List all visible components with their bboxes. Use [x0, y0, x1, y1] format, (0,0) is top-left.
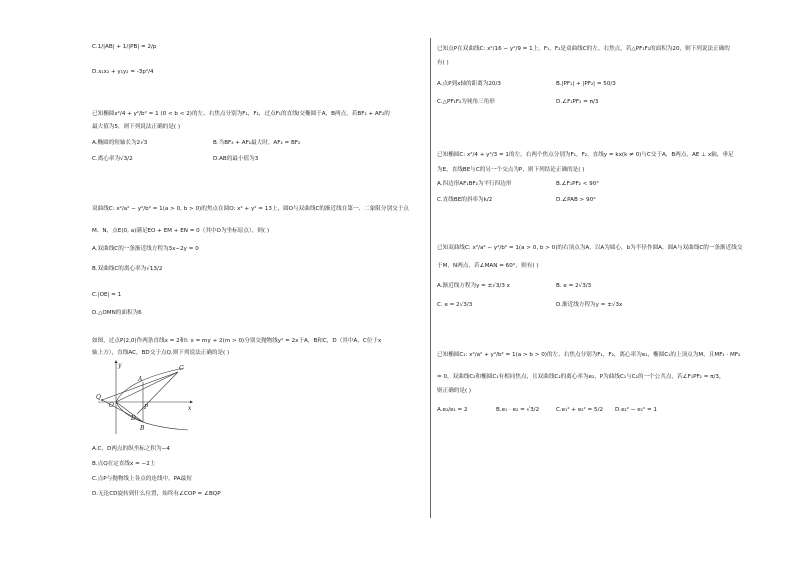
label-y: y [118, 362, 122, 369]
option-a: A.四边形AF₁BF₂为平行四边形 [437, 181, 512, 187]
question-stem: 轴上方），直线AC，BD交于点Q.则下列说法正确的是( ) [92, 350, 230, 356]
question-stem: 已知双曲线C: x²/a² − y²/b² = 1(a > 0, b > 0)的右顶点为A，以A为圆心，b为半径作圆A，圆A与双曲线C的一条渐近线交 [437, 245, 743, 251]
label-d: D [131, 415, 136, 422]
line-oc [116, 372, 178, 402]
option-c: C. e = 2√3/3 [437, 302, 473, 308]
option-b: B.∠F₁PF₂ < 90° [556, 181, 600, 187]
option-d: D.渐近线方程为y = ±√3x [556, 302, 623, 308]
question-stem: 为E，直线BE与C的另一个交点为P，则下列结论正确的是( ) [437, 167, 585, 173]
option-c: C.△PF₁F₂为钝角三角形 [437, 99, 495, 105]
option-a: A.双曲线C的一条渐近线方程为3x−2y = 0 [92, 246, 199, 252]
option-c: C.|OE| = 1 [92, 292, 122, 298]
question-stem: 最大值为5，则下列说法正确的是( ) [92, 124, 181, 130]
point-q [101, 399, 103, 401]
option-c: C.直线BE的斜率为k/2 [437, 197, 493, 203]
option-a: A.椭圆的短轴长为2√3 [92, 140, 148, 146]
option-d: D.△OMN的面积为6 [92, 310, 142, 316]
option-b: B.|PF₁| + |PF₂| = 50/3 [556, 81, 616, 87]
option-d: D.e₂² − e₁² = 1 [615, 407, 657, 413]
option-b: B.当BF₂ + AF₂最大时，AF₂ = BF₂ [213, 140, 301, 146]
question-stem: = 0，双曲线C₂和椭圆C₁有相同焦点，且双曲线C₂的离心率为e₂，P为曲线C₁与C₂的一个公共点，若∠F₁PF₂ = π/3， [437, 374, 725, 380]
question-stem: 已知椭圆C: x²/4 + y²/3 = 1的左，右两个焦点分别为F₁，F₂，直线y = kx(k ≠ 0)与C交于A，B两点，AE ⊥ x轴，垂足 [437, 152, 734, 158]
label-q: Q [96, 394, 101, 401]
option-d: D.∠PAB > 90° [556, 197, 596, 203]
option-c: C.e₁² + e₂² = 5/2 [556, 407, 604, 413]
option-d: D.x₁x₂ + y₁y₂ = -3p²/4 [92, 69, 154, 75]
column-divider [430, 38, 431, 518]
option-b: B.e₁ · e₂ = √3/2 [496, 407, 540, 413]
option-a: A.e₂/e₁ = 2 [437, 407, 468, 413]
question-stem: 已知椭圆C₁: x²/a² + y²/b² = 1(a > b > 0)的左、右焦点分别为F₁，F₂，离心率为e₁，椭圆C₁的上顶点为M，且MF₁ · MF₂ [437, 352, 741, 358]
label-o: O [109, 402, 114, 409]
option-b: B.双曲线C的离心率为√13/2 [92, 266, 163, 272]
question-stem: 双曲线C: x²/a² − y²/b² = 1(a > 0, b > 0)的焦点在圆O: x² + y² = 13上，圆O与双曲线C的渐近线在第一、二象限分别交于点 [92, 206, 409, 212]
option-b: B. e = 2√3/3 [556, 283, 592, 289]
option-d: D.无论CD旋转到什么位置，始终有∠COP = ∠BQP [92, 491, 221, 497]
question-stem: 如图，过点P(2,0)作两条直线x = 2和l: x = my + 2(m > 0)分别交抛物线y² = 2x于A，B和C，D（其中A，C位于x [92, 338, 382, 344]
option-b: B.点Q在定直线x = −2上 [92, 461, 156, 467]
label-a: A [138, 376, 143, 383]
option-c: C.离心率为√3/2 [92, 156, 133, 162]
question-stem: 则正确的是( ) [437, 388, 472, 394]
option-a: A.点P到x轴的距离为20/3 [437, 81, 501, 87]
question-stem: 于M，N两点，若∠MAN = 60°，则有( ) [437, 263, 539, 269]
parabola-curve-lower [116, 402, 188, 430]
question-stem: M、N，点E(0, a)满足EO + EM + EN = 0（其中O为坐标原点），则( ) [92, 228, 270, 234]
question-stem: 有( ) [437, 60, 449, 66]
parabola-figure [96, 360, 196, 436]
option-a: A.C，D两点的纵坐标之积为−4 [92, 446, 170, 452]
option-a: A.渐近线方程为y = ±√3/3 x [437, 283, 510, 289]
option-c: C.点P与抛物线上各点的连线中，PA最短 [92, 476, 192, 482]
question-stem: 已知点P在双曲线C: x²/16 − y²/9 = 1上，F₁，F₂是双曲线C的左、右焦点，若△PF₁F₂的面积为20，则下列说法正确的 [437, 46, 730, 52]
option-c: C.1/|AB| + 1/|PB| = 2/p [92, 44, 157, 50]
option-d: D.AB的最小值为3 [213, 156, 259, 162]
label-c: C [179, 365, 184, 372]
option-d: D.∠F₁PF₂ = π/3 [556, 99, 599, 105]
label-p: P [144, 404, 149, 411]
label-x: x [188, 405, 192, 412]
question-stem: 已知椭圆x²/4 + y²/b² = 1 (0 < b < 2)的左、右焦点分别为F₁，F₂，过点F₁的直线l交椭圆于A，B两点，若BF₂ + AF₂的 [92, 111, 390, 117]
label-b: B [140, 425, 145, 432]
